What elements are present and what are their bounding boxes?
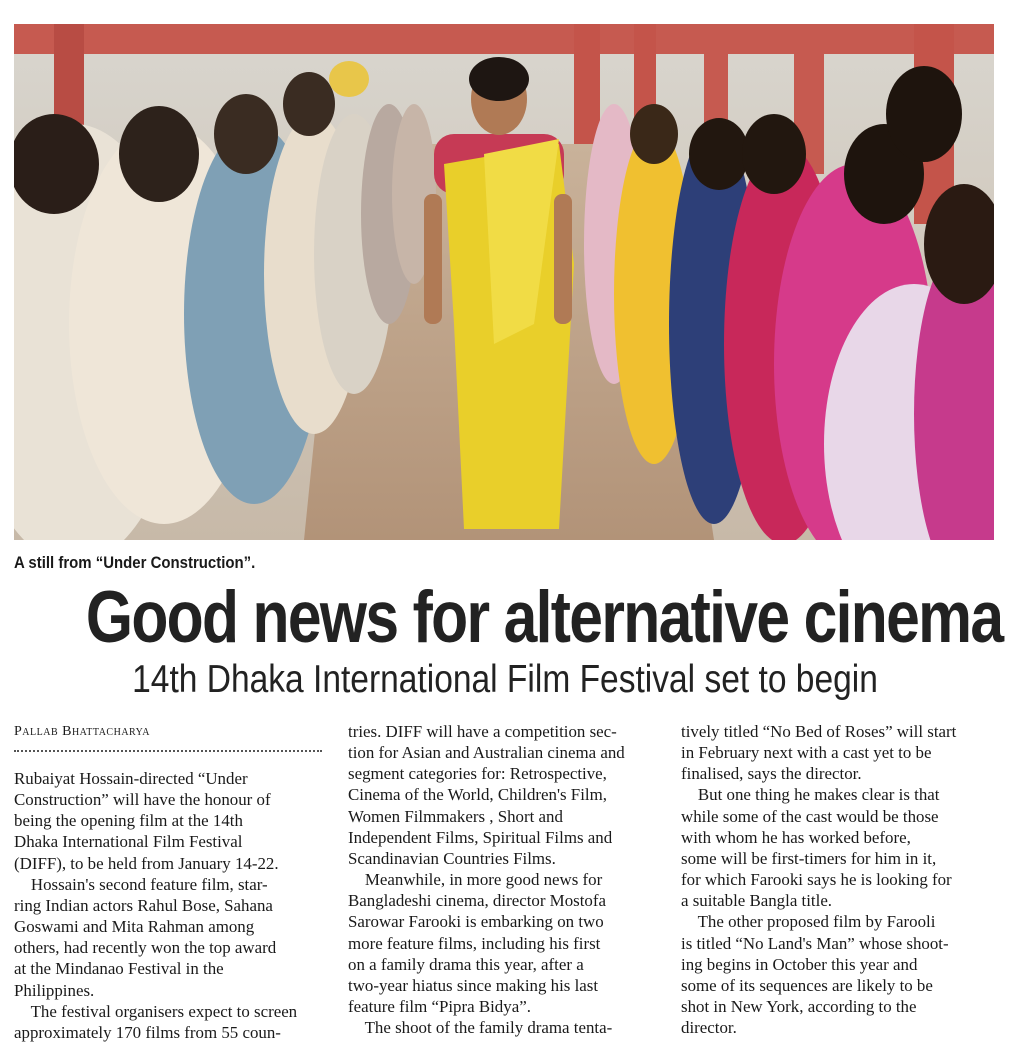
- text-line: tively titled “No Bed of Roses” will start: [681, 722, 957, 741]
- text-line: Scandinavian Countries Films.: [348, 848, 556, 868]
- photo-caption: A still from “Under Construction”.: [14, 553, 256, 572]
- text-line: Goswami and Mita Rahman among: [14, 917, 255, 937]
- byline: Pallab Bhattacharya: [14, 724, 150, 739]
- text-line: is titled “No Land's Man” whose shoot-: [681, 933, 949, 953]
- text-line: Meanwhile, in more good news for: [348, 870, 603, 890]
- text-line: Bangladeshi cinema, director Mostofa: [348, 891, 606, 911]
- text-line: director.: [681, 1018, 737, 1038]
- text-line: some of its sequences are likely to be: [681, 975, 933, 995]
- text-line: tries. DIFF will have a competition sec-: [348, 722, 617, 741]
- text-line: feature film “Pipra Bidya”.: [348, 997, 531, 1017]
- text-line: (DIFF), to be held from January 14-22.: [14, 853, 279, 873]
- text-line: with whom he has worked before,: [681, 827, 911, 847]
- text-line: on a family drama this year, after a: [348, 954, 584, 974]
- text-line: Cinema of the World, Children's Film,: [348, 785, 607, 805]
- text-line: shot in New York, according to the: [681, 997, 917, 1017]
- text-line: ing begins in October this year and: [681, 954, 918, 974]
- text-line: tion for Asian and Australian cinema and: [348, 743, 625, 763]
- text-line: But one thing he makes clear is that: [681, 785, 940, 805]
- text-line: ring Indian actors Rahul Bose, Sahana: [14, 895, 273, 915]
- text-line: for which Farooki says he is looking for: [681, 870, 952, 890]
- headline: Good news for alternative cinema: [85, 577, 1003, 658]
- text-line: approximately 170 films from 55 coun-: [14, 1022, 281, 1042]
- text-line: being the opening film at the 14th: [14, 811, 243, 831]
- film-still-photo: [14, 24, 994, 540]
- text-line: The festival organisers expect to screen: [14, 1001, 298, 1021]
- text-line: two-year hiatus since making his last: [348, 975, 599, 995]
- text-line: at the Mindanao Festival in the: [14, 959, 224, 979]
- byline-divider: [14, 750, 322, 752]
- text-line: some will be first-timers for him in it,: [681, 848, 937, 868]
- article-column-2: [348, 721, 660, 1038]
- text-line: The other proposed film by Farooli: [681, 912, 936, 932]
- article-column-3: [681, 721, 996, 1038]
- text-line: The shoot of the family drama tenta-: [348, 1018, 613, 1038]
- text-line: segment categories for: Retrospective,: [348, 764, 607, 784]
- text-line: Independent Films, Spiritual Films and: [348, 827, 613, 847]
- text-line: Hossain's second feature film, star-: [14, 874, 268, 894]
- text-line: while some of the cast would be those: [681, 806, 939, 826]
- article-column-1: [14, 768, 326, 1043]
- text-line: a suitable Bangla title.: [681, 891, 833, 911]
- subheadline: 14th Dhaka International Film Festival set to begin: [132, 658, 878, 701]
- text-line: more feature films, including his first: [348, 933, 601, 953]
- text-line: finalised, says the director.: [681, 764, 862, 784]
- text-line: Dhaka International Film Festival: [14, 832, 243, 852]
- film-still-illustration: [14, 24, 994, 540]
- text-line: Philippines.: [14, 980, 95, 1000]
- text-line: Construction” will have the honour of: [14, 790, 271, 810]
- text-line: in February next with a cast yet to be: [681, 743, 932, 763]
- text-line: others, had recently won the top award: [14, 938, 277, 958]
- text-line: Women Filmmakers , Short and: [348, 806, 563, 826]
- text-line: Sarowar Farooki is embarking on two: [348, 912, 604, 932]
- text-line: Rubaiyat Hossain-directed “Under: [14, 769, 248, 788]
